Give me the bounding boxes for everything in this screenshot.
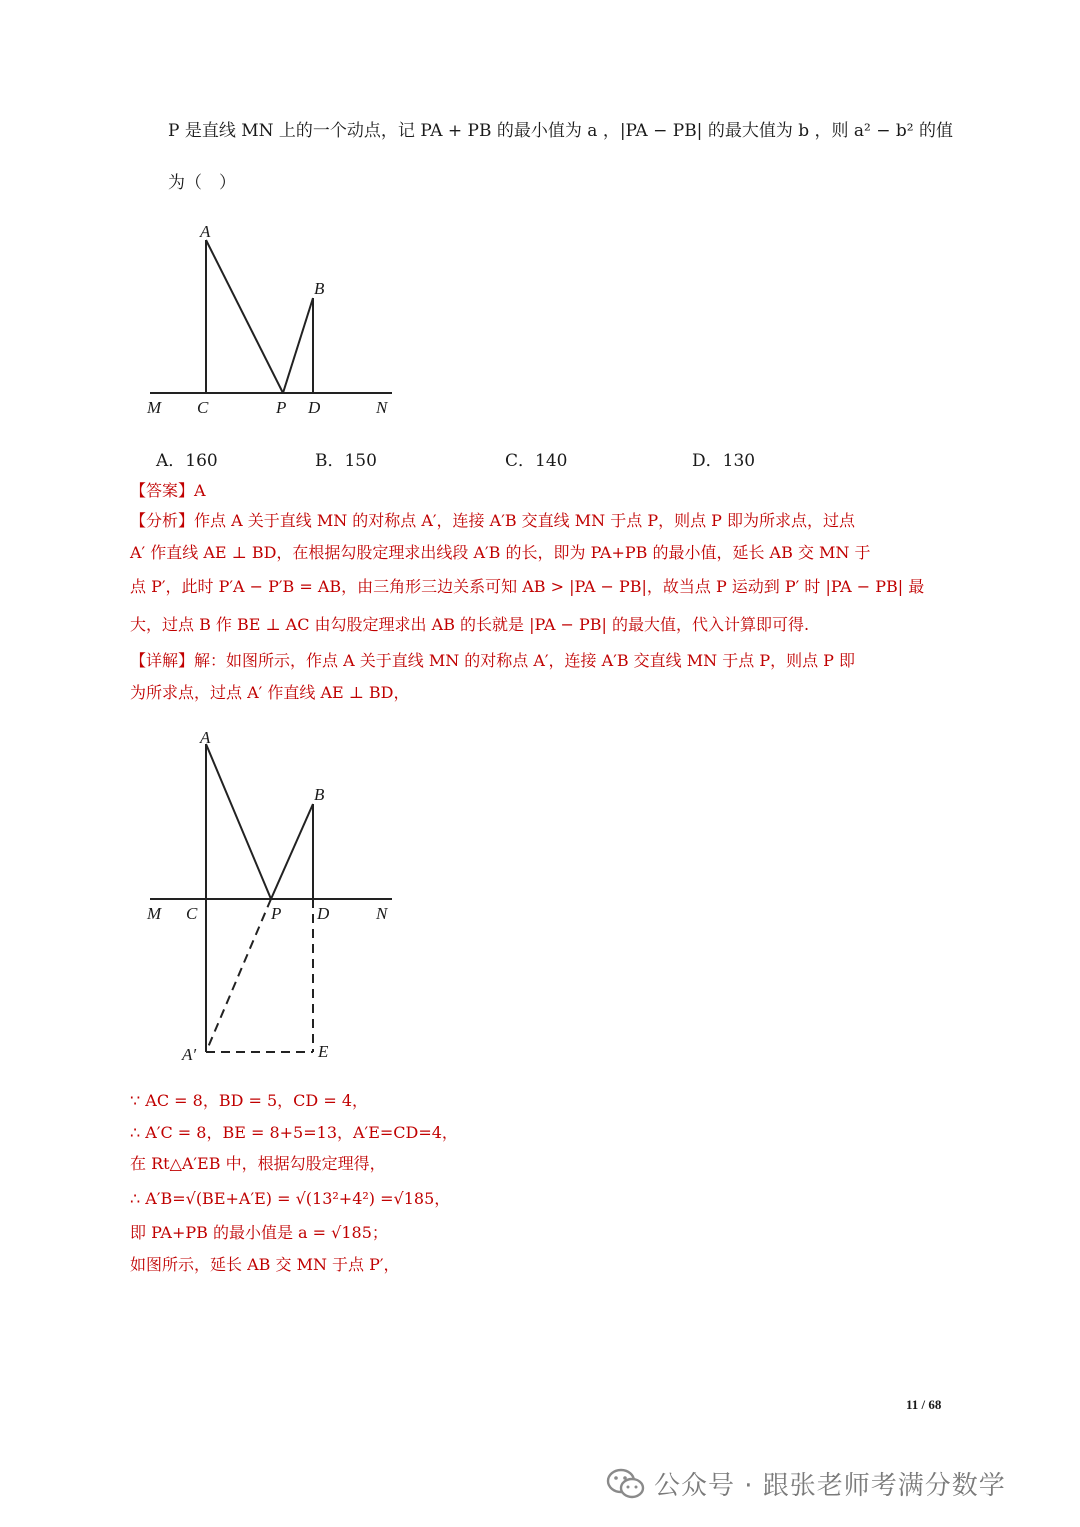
question-line-2: 为（ ） <box>168 173 236 193</box>
analysis-line-3: 点 P′，此时 P′A − P′B = AB，由三角形三边关系可知 AB > |PA − PB|，故当点 P 运动到 P′ 时 |PA − PB| 最 <box>130 577 925 596</box>
watermark <box>606 1465 1006 1502</box>
analysis-line-1: 【分析】作点 A 关于直线 MN 的对称点 A′，连接 A′B 交直线 MN 于点 P，则点 P 即为所求点，过点 <box>130 511 856 530</box>
step-1: ∵ AC = 8，BD = 5，CD = 4， <box>130 1091 368 1110</box>
label-b: B <box>314 785 325 804</box>
label-n: N <box>376 398 388 417</box>
page-number: 11 / 68 <box>906 1397 942 1412</box>
step-6: 如图所示，延长 AB 交 MN 于点 P′， <box>130 1255 400 1274</box>
option-b: B．150 <box>315 451 377 471</box>
segment-pb <box>271 804 313 899</box>
label-m: M <box>147 398 162 417</box>
label-m: M <box>147 904 162 923</box>
step-2: ∴ A′C = 8，BE = 8+5=13，A′E=CD=4， <box>130 1123 458 1142</box>
detail-line-2: 为所求点，过点 A′ 作直线 AE ⊥ BD， <box>130 683 410 702</box>
label-e: E <box>318 1042 329 1061</box>
segment-ap <box>206 744 271 899</box>
answer: 【答案】A <box>130 481 206 500</box>
label-p: P <box>276 398 287 417</box>
option-a: A．160 <box>156 451 218 471</box>
segment-pb <box>283 298 313 393</box>
label-c: C <box>197 398 209 417</box>
figure-1 <box>140 220 410 420</box>
label-a: A <box>200 222 211 241</box>
step-4: ∴ A′B=√(BE+A′E) = √(13²+4²) =√185， <box>130 1189 451 1208</box>
wechat-icon <box>606 1467 646 1501</box>
label-d: D <box>308 398 321 417</box>
label-a: A <box>200 728 211 747</box>
option-d: D．130 <box>692 451 756 471</box>
segment-ap <box>206 240 283 393</box>
question-line-1: P 是直线 MN 上的一个动点，记 PA + PB 的最小值为 a ，|PA − PB| 的最大值为 b ，则 a² − b² 的值 <box>168 121 954 141</box>
step-5: 即 PA+PB 的最小值是 a = √185； <box>130 1223 388 1242</box>
segment-pa-prime-dashed <box>206 899 271 1052</box>
watermark-text: 公众号 · 跟张老师考满分数学 <box>654 1471 1006 1501</box>
figure-2 <box>140 722 410 1072</box>
detail-line-1: 【详解】解：如图所示，作点 A 关于直线 MN 的对称点 A′，连接 A′B 交直线 MN 于点 P，则点 P 即 <box>130 651 856 670</box>
option-c: C．140 <box>505 451 568 471</box>
label-b: B <box>314 279 325 298</box>
label-c: C <box>186 904 198 923</box>
analysis-line-2: A′ 作直线 AE ⊥ BD，在根据勾股定理求出线段 A′B 的长，即为 PA+PB 的最小值，延长 AB 交 MN 于 <box>130 543 871 562</box>
step-3: 在 Rt△A′EB 中，根据勾股定理得， <box>130 1154 386 1173</box>
analysis-line-4: 大，过点 B 作 BE ⊥ AC 由勾股定理求出 AB 的长就是 |PA − PB| 的最大值，代入计算即可得. <box>130 615 810 634</box>
label-p: P <box>271 904 282 923</box>
label-n: N <box>376 904 388 923</box>
label-d: D <box>317 904 330 923</box>
label-a-prime: A′ <box>182 1045 197 1064</box>
